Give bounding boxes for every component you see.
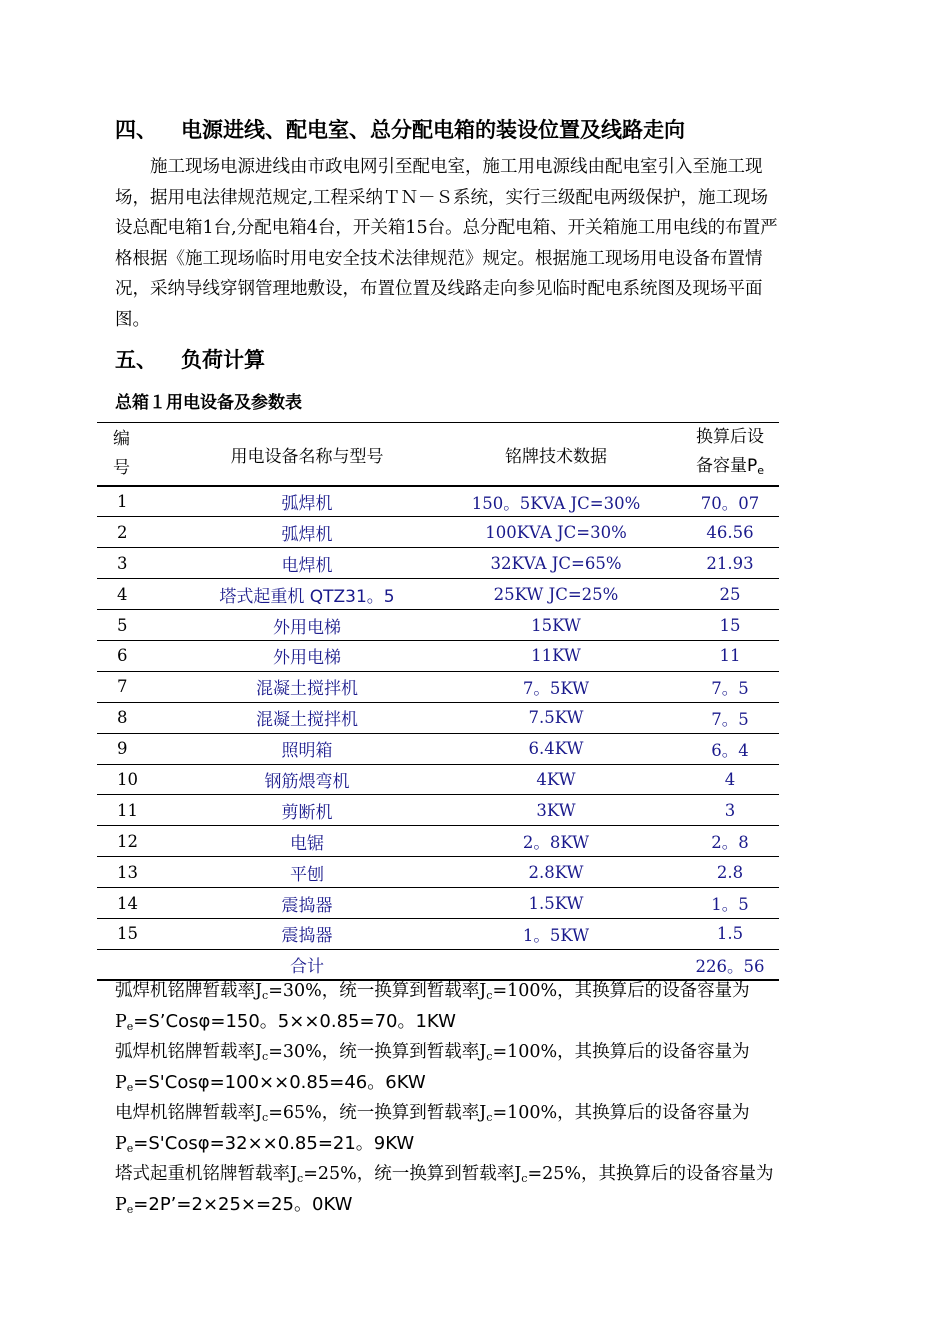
cell-equipment-name: 混凝土搅拌机 [256,710,358,731]
subscript: e [126,1202,134,1216]
calc-formula-line [115,1190,833,1221]
table-row [97,517,779,548]
calc-text: =100%，其换算后的设备容量为 [492,1042,750,1062]
calc-text: 塔式起重机铭牌暂载率J [115,1164,298,1184]
cell-number: 13 [117,862,138,882]
cell-nameplate-data: 15KW [531,615,581,635]
calc-text: 弧焊机铭牌暂载率J [115,981,263,1001]
calc-description-line [115,1037,833,1068]
cell-number: 10 [117,769,138,789]
subscript: c [262,1050,269,1063]
cell-nameplate-data: 100KVA JC=30% [485,522,627,542]
cell-capacity: 4 [724,769,736,789]
calc-formula-line [115,1007,833,1038]
calc-text: =100%，其换算后的设备容量为 [492,1103,750,1123]
paragraph-line: 格根据《施工现场临时用电安全技术法律规范》规定。根据施工现场用电设备布置情 [115,248,763,269]
cell-capacity: 70。07 [700,493,760,513]
subscript: c [521,1172,528,1185]
calc-text: =25%，其换算后的设备容量为 [527,1164,774,1184]
table-row [97,918,779,949]
cell-nameplate-data: 32KVA JC=65% [490,553,622,573]
cell-nameplate-data: 150。5KVA JC=30% [471,493,641,513]
table-row [97,702,779,733]
cell-nameplate-data: 7.5KW [528,708,584,728]
table-row [97,857,779,888]
subscript: c [486,1050,493,1063]
cell-number: 2 [117,522,128,542]
cell-nameplate-data: 3KW [536,800,576,820]
table-row [97,579,779,610]
cell-nameplate-data: 1.5KW [528,893,584,913]
cell-number: 9 [117,739,128,759]
calc-description-line [115,1159,833,1190]
calc-symbol: P [115,1133,127,1154]
cell-nameplate-data: 4KW [536,769,576,789]
cell-capacity: 1.5 [716,924,744,944]
section-4-number: 四、 [115,118,157,142]
subscript: c [262,989,269,1002]
cell-capacity: 226。56 [695,956,765,976]
subscript: c [486,989,493,1002]
cell-equipment-name: 合计 [290,957,324,978]
calc-text: =65%，统一换算到暂载率J [268,1103,487,1123]
cell-number: 4 [117,584,128,604]
cell-capacity: 46.56 [706,522,754,542]
cell-nameplate-data: 1。5KW [522,925,590,945]
cell-equipment-name: 混凝土搅拌机 [256,679,358,700]
paragraph-line: 况，采纳导线穿钢管理地敷设，布置位置及线路走向参见临时配电系统图及现场平面 [115,279,763,300]
cell-capacity: 2.8 [716,862,744,882]
subscript: e [126,1141,134,1155]
cell-nameplate-data: 25KW JC=25% [493,584,619,604]
cell-capacity: 25 [719,584,741,604]
cell-equipment-name: 外用电梯 [273,617,341,638]
paragraph-line: 场，据用电法律规范规定,工程采纳ＴＮ－Ｓ系统，实行三级配电两级保护，施工现场 [115,187,769,208]
cell-number: 5 [117,615,128,635]
cell-capacity: 21.93 [706,553,754,573]
section-4-paragraph [115,152,833,336]
section-5-title: 负荷计算 [181,348,265,372]
table-row [97,671,779,702]
subscript: c [297,1172,304,1185]
cell-capacity: 6。4 [711,740,749,760]
cell-number: 14 [117,893,138,913]
table-row [97,486,779,517]
equipment-table [97,422,779,981]
header-capacity: 换算后设 备容量$P_e$ [695,427,765,477]
cell-capacity: 15 [719,615,741,635]
subscript: c [486,1111,493,1124]
table-header-row [97,423,779,487]
calc-symbol: P [115,1011,127,1032]
cell-capacity: 11 [719,646,741,666]
header-number: 编 号 [113,429,130,478]
cell-capacity: 7。5 [711,709,749,729]
cell-number: 15 [117,924,138,944]
calc-symbol: P [115,1194,127,1215]
calc-text: 弧焊机铭牌暂载率J [115,1042,263,1062]
cell-nameplate-data: 11KW [531,646,581,666]
subscript: e [126,1019,134,1033]
cell-capacity: 1。5 [711,895,749,915]
table-row [97,733,779,764]
subscript: c [262,1111,269,1124]
cell-equipment-name: 外用电梯 [273,648,341,669]
cell-equipment-name: 电锯 [290,833,324,854]
subscript: e [126,1080,134,1094]
calc-formula: =S'Cosφ=100××0.85=46。6KW [133,1071,426,1093]
cell-nameplate-data: 6.4KW [528,739,584,759]
calculation-block [115,976,833,1220]
cell-equipment-name: 塔式起重机 QTZ31。5 [219,586,395,607]
cell-number: 1 [117,492,128,512]
calc-symbol: P [115,1072,127,1093]
paragraph-line: 图。 [115,309,150,330]
calc-description-line [115,1098,833,1129]
cell-equipment-name: 电焊机 [281,555,333,576]
table-caption: 总箱１用电设备及参数表 [115,393,302,413]
section-4-heading [115,114,685,144]
header-equipment-name: 用电设备名称与型号 [230,446,384,467]
cell-capacity: 2。8 [711,833,749,853]
cell-equipment-name: 弧焊机 [281,524,333,545]
calc-formula: =S'Cosφ=32××0.85=21。9KW [133,1132,415,1154]
cell-nameplate-data: 7。5KW [522,678,590,698]
cell-nameplate-data: 2.8KW [528,862,584,882]
calc-text: =30%，统一换算到暂载率J [268,1042,487,1062]
header-nameplate-data: 铭牌技术数据 [505,446,607,467]
cell-equipment-name: 弧焊机 [281,494,333,515]
table-row [97,548,779,579]
paragraph-line: 设总配电箱1台,分配电箱4台，开关箱15台。总分配电箱、开关箱施工用电线的布置严 [115,218,778,239]
cell-number: 11 [117,800,138,820]
calc-text: =25%，统一换算到暂载率J [303,1164,522,1184]
cell-nameplate-data: 2。8KW [522,833,590,853]
calc-formula: =S’Cosφ=150。5××0.85=70。1KW [133,1010,456,1032]
calc-text: =30%，统一换算到暂载率J [268,981,487,1001]
cell-number: 7 [117,677,128,697]
cell-number: 3 [117,553,128,573]
cell-equipment-name: 照明箱 [281,741,333,762]
calc-description-line [115,976,833,1007]
table-row [97,888,779,919]
calc-formula: =2P’=2×25×=25。0KW [133,1193,353,1215]
section-5-heading [115,344,265,374]
calc-formula-line [115,1068,833,1099]
section-5-number: 五、 [115,348,157,372]
table-row [97,640,779,671]
cell-equipment-name: 钢筋煨弯机 [264,771,350,792]
cell-capacity: 3 [724,800,736,820]
table-body [97,486,779,980]
table-row [97,764,779,795]
cell-number: 8 [117,708,128,728]
cell-equipment-name: 平刨 [290,864,324,885]
section-4-title: 电源进线、配电室、总分配电箱的装设位置及线路走向 [181,118,685,142]
cell-equipment-name: 震捣器 [281,895,333,916]
table-row [97,826,779,857]
cell-number: 6 [117,646,128,666]
cell-equipment-name: 震捣器 [281,926,333,947]
cell-equipment-name: 剪断机 [281,802,333,823]
calc-text: =100%，其换算后的设备容量为 [492,981,750,1001]
calc-formula-line [115,1129,833,1160]
table-row [97,795,779,826]
paragraph-line: 施工现场电源进线由市政电网引至配电室，施工用电源线由配电室引入至施工现 [150,157,763,177]
table-row [97,610,779,641]
calc-text: 电焊机铭牌暂载率J [115,1103,263,1123]
cell-number: 12 [117,831,138,851]
cell-capacity: 7。5 [711,678,749,698]
